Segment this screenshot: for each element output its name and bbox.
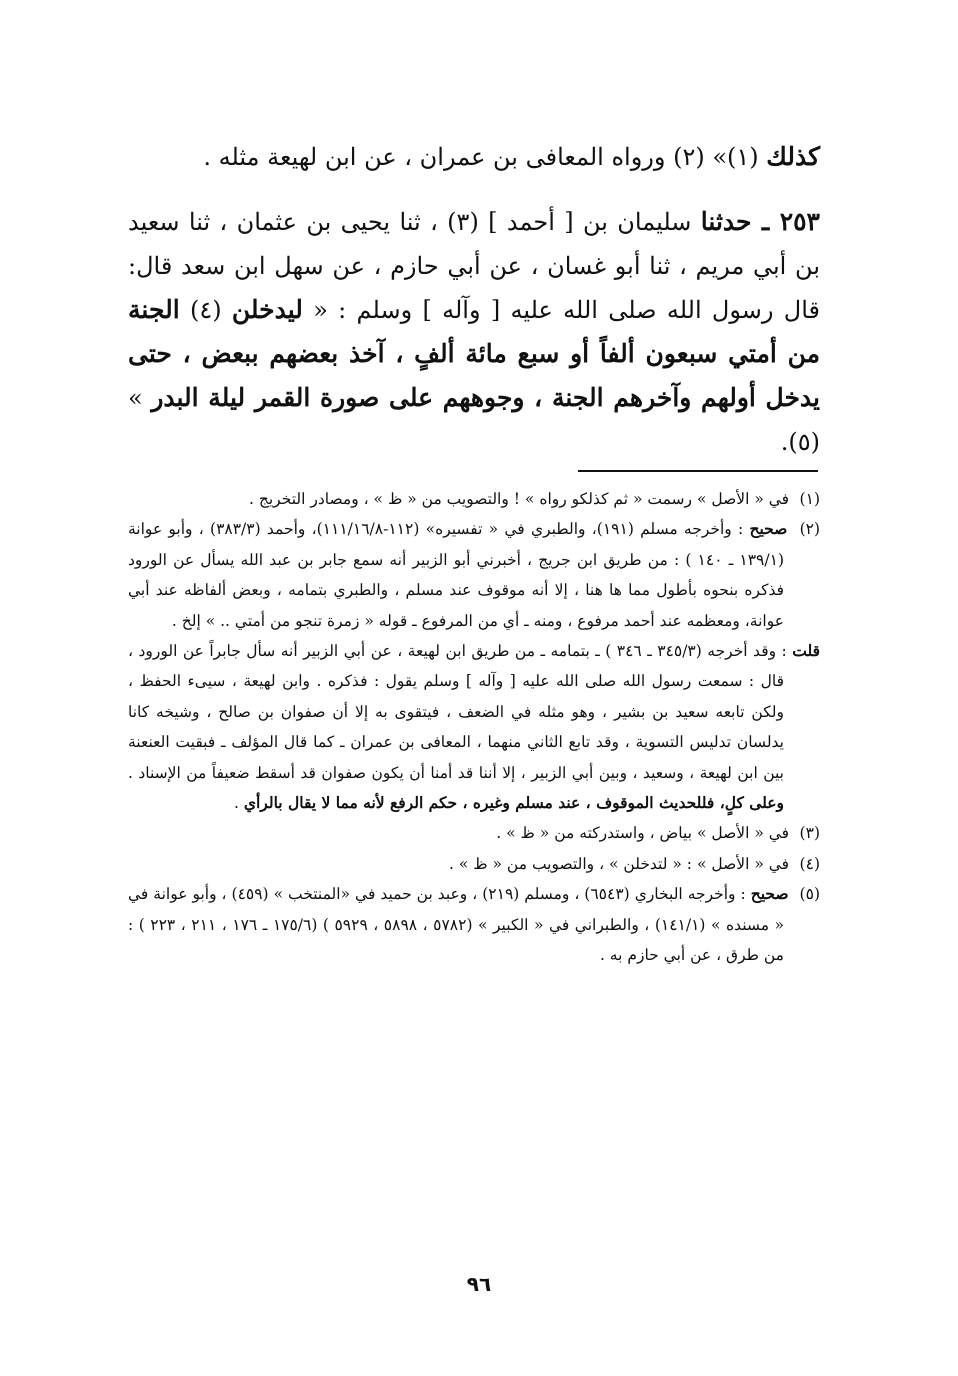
footnote-text: في « الأصل » بياض ، واستدركته من « ظ » . xyxy=(496,824,794,843)
footnote-text: في « الأصل » رسمت « ثم كذلكو رواه » ! والتصويب من « ظ » ، ومصادر التخريج . xyxy=(249,490,794,508)
hadith-end: » (٥). xyxy=(128,384,820,456)
footnote-number: (١) xyxy=(799,490,820,508)
footnote-2 xyxy=(128,514,820,636)
footnotes xyxy=(128,484,820,971)
footnote-3 xyxy=(128,818,820,848)
hadith-paragraph xyxy=(128,200,820,464)
editor-remark xyxy=(128,636,820,818)
hadith-number: ٢٥٣ ـ xyxy=(761,207,820,236)
footnote-text: : وأخرجه مسلم (١٩١)، والطبري في « تفسيره» (١١٢-١١١/١٦/٨)، وأحمد (٣٨٣/٣) ، وأبو عوانة (١٣٩/١ ـ ١٤٠ ) : من طريق ابن جريج ، أخبرني أبو الزبير أنه سمع جابر بن عبد الله يسأل عن الورود فذكره بنحوه بأطول مما ها هنا ، إلا أنه موقوف عند مسلم ، والطبري بتمامه ، وبعض ألفاظه عند أبي عوانة، ومعظمه عند أحمد مرفوع ، ومنه ـ أي من المرفوع ـ قوله « زمرة تنجو من أمتي .. » إلخ . xyxy=(128,520,784,630)
footnote-text: في « الأصل » : « لتدخلن » ، والتصويب من « ظ » . xyxy=(449,854,794,873)
footnote-text: : وأخرجه البخاري (٦٥٤٣) ، ومسلم (٢١٩) ، وعبد بن حميد في «المنتخب » (٤٥٩) ، وأبو عوانة في « مسنده » (١٤١/١) ، والطبراني في « الكبير » (٥٧٨٢ ، ٥٨٩٨ ، ٥٩٢٩ ) (١٧٥/٦ ـ ١٧٦ ، ٢١١ ، ٢٢٣ ) : من طرق ، عن أبي حازم به . xyxy=(128,885,785,965)
continuation-lead: كذلك xyxy=(766,142,820,171)
remark-text: : وقد أخرجه (٣٤٥/٣ ـ ٣٤٦ ) ـ بتمامه ـ من طريق ابن لهيعة ، عن أبي الزبير أنه سأل جابراً عن الورود ، قال : سمعت رسول الله صلى الله عليه [ وآله ] وسلم يقول : فذكره . وابن لهيعة ، سيىء الحفظ ، ولكن تابعه سعيد بن بشير ، وهو مثله في الضعف ، فيتقوى به إلا أن صفوان بن صالح ، وشيخه كانا يدلسان تدليس التسوية ، وقد تابع الثاني منهما ، المعافى بن عمران ـ كما قال المؤلف ـ فبقيت العنعنة بين ابن لهيعة ، وسعيد ، وبين أبي الزبير ، إلا أننا قد أمنا أن يكون صفوان قد أسقط ضعيفاً من الإسناد . xyxy=(128,642,793,782)
footnote-number: (٢) xyxy=(799,520,821,539)
footnote-4 xyxy=(128,849,820,879)
footnote-number: (٣) xyxy=(799,824,820,843)
footnote-ref-4: (٤) xyxy=(179,296,232,324)
continuation-line xyxy=(128,135,820,179)
hadith-isnad: سليمان بن [ أحمد ] (٣) ، ثنا يحيى بن عثمان ، ثنا سعيد بن أبي مريم ، ثنا أبو غسان ، عن أبي حازم ، عن سهل ابن سعد قال: قال رسول الله صلى الله عليه [ وآله ] وسلم : « xyxy=(128,208,820,324)
footnote-grade: صحيح xyxy=(749,519,795,539)
remark-label: قلت xyxy=(792,641,820,661)
page-number: ٩٦ xyxy=(466,1272,492,1296)
hadith-matn-start: ليدخلن xyxy=(231,295,303,324)
continuation-paragraph xyxy=(128,135,820,179)
remark-end: . xyxy=(234,794,244,813)
footnote-grade: صحيح xyxy=(750,884,794,904)
hadith-253 xyxy=(128,200,820,464)
footnote-1 xyxy=(128,484,820,514)
remark-conclusion: وعلى كلٍ، فللحديث الموقوف ، عند مسلم وغيره ، حكم الرفع لأنه مما لا يقال بالرأي xyxy=(243,793,784,813)
hadith-intro: حدثنا xyxy=(700,207,762,236)
continuation-text: (١)» (٢) ورواه المعافى بن عمران ، عن ابن لهيعة مثله . xyxy=(203,143,767,171)
footnote-number: (٥) xyxy=(799,885,820,904)
footnote-separator xyxy=(578,470,818,472)
footnote-5 xyxy=(128,879,820,970)
hadith-matn: الجنة من أمتي سبعون ألفاً أو سبع مائة ألفٍ ، آخذ بعضهم ببعض ، حتى يدخل أولهم وآخرهم الجنة ، وجوههم على صورة القمر ليلة البدر xyxy=(128,295,821,412)
footnote-number: (٤) xyxy=(799,854,820,873)
